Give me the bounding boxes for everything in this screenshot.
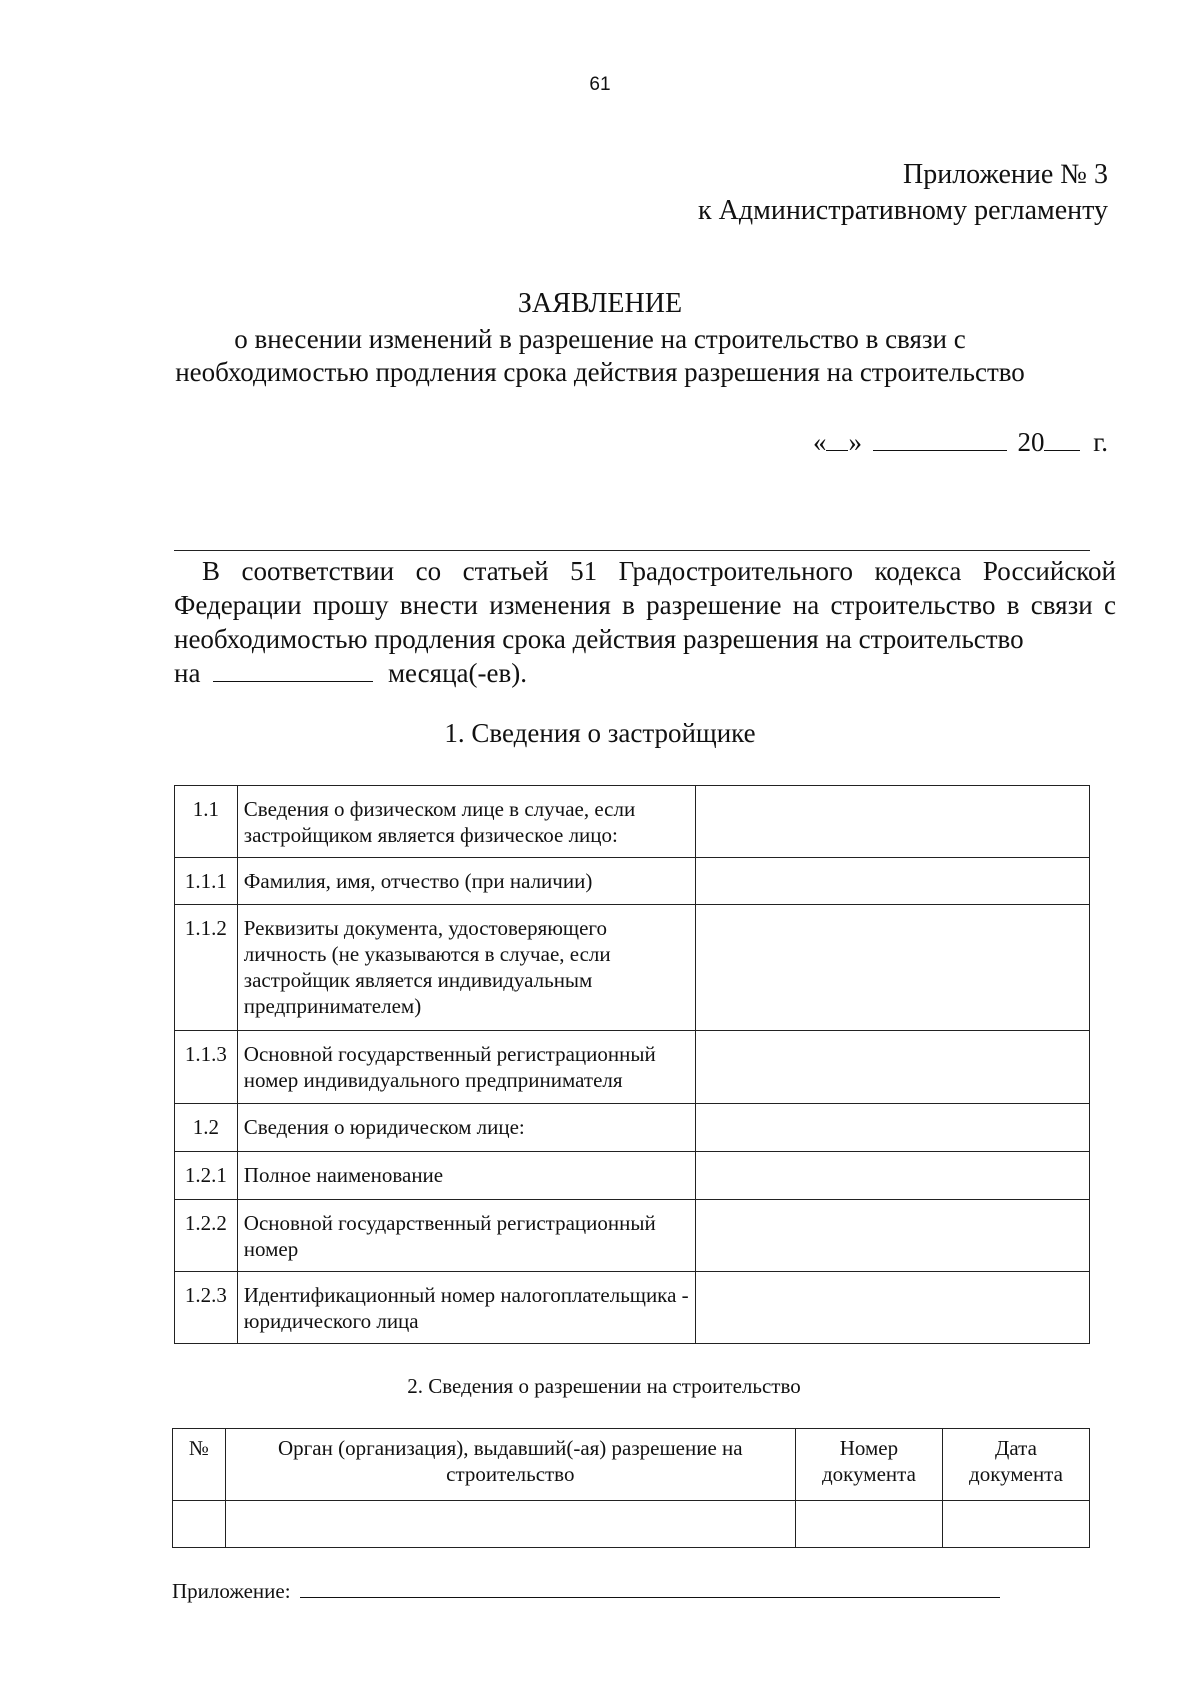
row-description: Полное наименование	[237, 1152, 695, 1200]
row-value-cell[interactable]	[695, 786, 1089, 858]
row-description: Основной государственный регистрационный номер	[237, 1200, 695, 1272]
request-prefix: на	[174, 658, 201, 688]
row-number: 1.2.3	[175, 1272, 238, 1344]
cell-organ[interactable]	[225, 1501, 795, 1548]
table-row	[175, 1104, 1090, 1152]
date-open-quote: «	[812, 427, 827, 457]
row-description: Сведения о юридическом лице:	[237, 1104, 695, 1152]
table-row	[175, 1152, 1090, 1200]
attachment-blank[interactable]	[300, 1577, 1000, 1598]
table-row	[175, 1200, 1090, 1272]
subtitle-line-1: о внесении изменений в разрешение на строительство в связи с	[234, 324, 966, 354]
appendix-line-1: Приложение № 3	[903, 159, 1108, 190]
date-line	[813, 426, 1108, 458]
table-row	[175, 1031, 1090, 1104]
appendix-line-2: к Административному регламенту	[698, 195, 1108, 226]
row-value-cell[interactable]	[695, 1272, 1089, 1344]
year-blank[interactable]	[1044, 426, 1080, 451]
cell-number[interactable]	[173, 1501, 226, 1548]
row-number: 1.1	[175, 786, 238, 858]
day-blank[interactable]	[826, 426, 848, 451]
year-prefix: 20	[1017, 427, 1045, 457]
row-number: 1.2.1	[175, 1152, 238, 1200]
row-value-cell[interactable]	[695, 858, 1089, 905]
row-number: 1.2	[175, 1104, 238, 1152]
developer-info-table	[174, 785, 1090, 1344]
row-description: Сведения о физическом лице в случае, если застройщиком является физическое лицо:	[237, 786, 695, 858]
month-blank[interactable]	[873, 426, 1007, 451]
col-header-doc-date: Дата документа	[942, 1429, 1089, 1501]
table-row	[175, 1272, 1090, 1344]
table-row	[173, 1501, 1090, 1548]
col-header-doc-number: Номер документа	[795, 1429, 942, 1501]
table-row	[175, 905, 1090, 1031]
row-description: Реквизиты документа, удостоверяющего личность (не указываются в случае, если застройщик является индивидуальным предпринимателем)	[237, 905, 695, 1031]
year-suffix: г.	[1093, 427, 1108, 457]
cell-doc-date[interactable]	[942, 1501, 1089, 1548]
request-text: В соответствии со статьей 51 Градостроительного кодекса Российской Федерации прошу внести изменения в разрешение на строительство в связи с необходимостью продления срока действия разрешения на строительство	[174, 556, 1116, 654]
row-number: 1.1.1	[175, 858, 238, 905]
row-value-cell[interactable]	[695, 1152, 1089, 1200]
permit-info-table	[172, 1428, 1090, 1548]
attachment-label: Приложение:	[172, 1579, 291, 1603]
subtitle-line-2: необходимостью продления срока действия разрешения на строительство	[175, 357, 1025, 387]
appendix-reference	[698, 157, 1108, 229]
applicant-line[interactable]	[174, 550, 1090, 551]
section-2-title: 2. Сведения о разрешении на строительство	[407, 1374, 801, 1398]
table-row	[175, 786, 1090, 858]
date-close-quote: »	[848, 427, 862, 457]
row-value-cell[interactable]	[695, 1031, 1089, 1104]
row-description: Основной государственный регистрационный номер индивидуального предпринимателя	[237, 1031, 695, 1104]
request-suffix: месяца(-ев).	[387, 658, 527, 688]
row-number: 1.1.3	[175, 1031, 238, 1104]
row-value-cell[interactable]	[695, 905, 1089, 1031]
row-description: Идентификационный номер налогоплательщика - юридического лица	[237, 1272, 695, 1344]
months-blank[interactable]	[213, 657, 373, 682]
cell-doc-number[interactable]	[795, 1501, 942, 1548]
header-row	[173, 1429, 1090, 1501]
page-number: 61	[589, 74, 611, 95]
col-header-number: №	[173, 1429, 226, 1501]
document-title: ЗАЯВЛЕНИЕ	[517, 288, 683, 319]
row-value-cell[interactable]	[695, 1200, 1089, 1272]
attachment-line	[172, 1577, 1000, 1604]
row-number: 1.1.2	[175, 905, 238, 1031]
col-header-organ: Орган (организация), выдавший(-ая) разрешение на строительство	[225, 1429, 795, 1501]
row-number: 1.2.2	[175, 1200, 238, 1272]
section-1-title: 1. Сведения о застройщике	[444, 718, 756, 748]
request-paragraph	[174, 554, 1116, 690]
document-subtitle	[130, 323, 1070, 389]
row-description: Фамилия, имя, отчество (при наличии)	[237, 858, 695, 905]
table-row	[175, 858, 1090, 905]
row-value-cell[interactable]	[695, 1104, 1089, 1152]
